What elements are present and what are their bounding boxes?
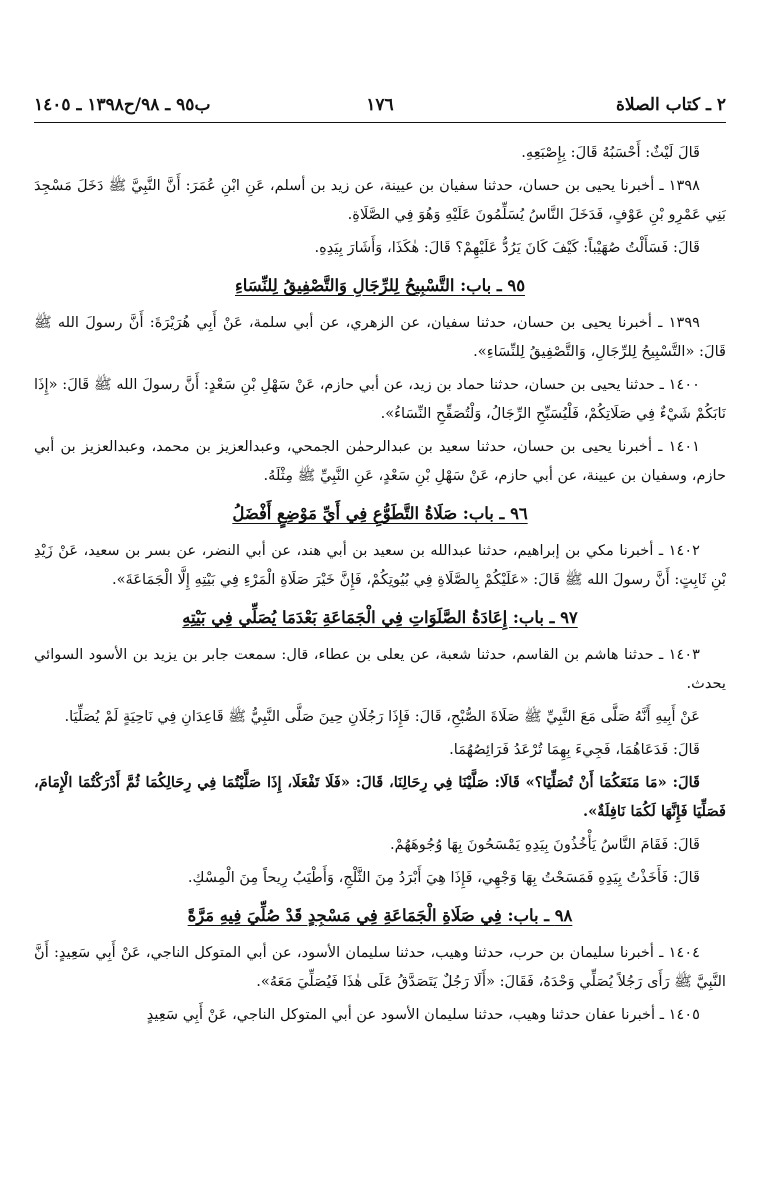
text-paragraph: قَالَ: فَأَخَذْتُ بِيَدِهِ فَمَسَحْتُ بِهَا وَجْهِي، فَإِذَا هِيَ أَبْرَدُ مِنَ الثَّلْجِ، وَأَطْيَبُ رِيحاً مِنَ الْمِسْكِ.	[187, 869, 700, 886]
hadith-1405: ١٤٠٥ ـ أخبرنا عفان حدثنا وهيب، حدثنا سليمان الأسود عن أبي المتوكل الناجي، عَنْ أَبِي سَعِيدٍ	[146, 1006, 700, 1023]
header-reference: ب٩٥ ـ ٩٨/ح١٣٩٨ ـ ١٤٠٥	[34, 95, 211, 115]
chapter-title: ٩٥ ـ باب: التَّسْبِيحُ لِلرِّجَالِ وَالتَّصْفِيقُ لِلنِّسَاءِ	[235, 276, 525, 295]
hadith-1403: ١٤٠٣ ـ حدثنا هاشم بن القاسم، حدثنا شعبة، عن يعلى بن عطاء، قال: سمعت جابر بن يزيد بن الأسود السوائي يحدث.	[34, 646, 726, 692]
chapter-heading-95	[34, 268, 726, 304]
header-chapter-title: ٢ ـ كتاب الصلاة	[616, 95, 726, 115]
chapter-heading-97	[34, 600, 726, 636]
page-number: ١٧٦	[366, 95, 394, 115]
chapter-title: ٩٧ ـ باب: إِعَادَةُ الصَّلَوَاتِ فِي الْجَمَاعَةِ بَعْدَمَا يُصَلِّي فِي بَيْتِهِ	[182, 608, 578, 627]
text-paragraph: قَالَ: فَقَامَ النَّاسُ يَأْخُذُونَ بِيَدِهِ يَمْسَحُونَ بِهَا وُجُوهَهُمْ.	[390, 836, 700, 853]
chapter-heading-96	[34, 496, 726, 532]
hadith-1399: ١٣٩٩ ـ أخبرنا يحيى بن حسان، حدثنا سفيان، عن الزهري، عن أبي سلمة، عَنْ أَبِي هُرَيْرَةَ: أَنَّ رسولَ الله ﷺ قَالَ: «التَّسْبِيحُ لِلرِّجَالِ، وَالتَّصْفِيقُ لِلنِّسَاءِ».	[34, 314, 726, 360]
running-header	[34, 88, 726, 123]
text-paragraph: قَالَ: «مَا مَنَعَكُمَا أَنْ تُصَلِّيَا؟» قَالَا: صَلَّيْنَا فِي رِحَالِنَا، قَالَ: «فَلَا تَفْعَلَا، إِذَا صَلَّيْتُمَا فِي رِحَالِكُمَا ثُمَّ أَدْرَكْتُمَا الْإِمَامَ، فَصَلِّيَا فَإِنَّهَا لَكُمَا نَافِلَةٌ».	[34, 774, 726, 820]
chapter-title: ٩٨ ـ باب: فِي صَلَاةِ الْجَمَاعَةِ فِي مَسْجِدٍ قَدْ صُلِّيَ فِيهِ مَرَّةً	[187, 906, 573, 925]
hadith-1404: ١٤٠٤ ـ أخبرنا سليمان بن حرب، حدثنا وهيب، حدثنا سليمان الأسود، عن أبي المتوكل الناجي، عَنْ أَبِي سَعِيدٍ: أَنَّ النَّبِيَّ ﷺ رَأَى رَجُلاً يُصَلِّي وَحْدَهُ، فَقَالَ: «أَلَا رَجُلٌ يَتَصَدَّقُ عَلَى هٰذَا فَيُصَلِّيَ مَعَهُ».	[34, 944, 726, 990]
hadith-1398: ١٣٩٨ ـ أخبرنا يحيى بن حسان، حدثنا سفيان بن عيينة، عن زيد بن أسلم، عَنِ ابْنِ عُمَرَ: أَنَّ النَّبِيَّ ﷺ دَخَلَ مَسْجِدَ بَنِي عَمْرِو بْنِ عَوْفٍ، فَدَخَلَ النَّاسُ يُسَلِّمُونَ عَلَيْهِ وَهُوَ فِي الصَّلَاةِ.	[34, 177, 726, 223]
hadith-1402: ١٤٠٢ ـ أخبرنا مكي بن إبراهيم، حدثنا عبدالله بن سعيد بن أبي هند، عن أبي النضر، عن بسر بن سعيد، عَنْ زَيْدِ بْنِ ثَابِتٍ: أَنَّ رسولَ الله ﷺ قَالَ: «عَلَيْكُمْ بِالصَّلَاةِ فِي بُيُوتِكُمْ، فَإِنَّ خَيْرَ صَلَاةِ الْمَرْءِ فِي بَيْتِهِ إِلَّا الْجَمَاعَةَ».	[34, 542, 726, 588]
text-paragraph: قَالَ: فَدَعَاهُمَا، فَجِيءَ بِهِمَا تُرْعَدُ فَرَائِصُهُمَا.	[449, 741, 700, 758]
text-paragraph: عَنْ أَبِيهِ أَنَّهُ صَلَّى مَعَ النَّبِيِّ ﷺ صَلَاةَ الصُّبْحِ، قَالَ: فَإِذَا رَجُلَانِ حِينَ صَلَّى النَّبِيُّ ﷺ قَاعِدَانِ فِي نَاحِيَةٍ لَمْ يُصَلِّيَا.	[64, 708, 700, 725]
chapter-heading-98	[34, 898, 726, 934]
text-paragraph: قَالَ لَيْثٌ: أَحْسَبُهُ قَالَ: بِإِصْبَعِهِ.	[521, 144, 700, 161]
chapter-title: ٩٦ ـ باب: صَلَاةُ التَّطَوُّعِ فِي أَيِّ مَوْضِعٍ أَفْضَلُ	[232, 504, 528, 523]
hadith-1400: ١٤٠٠ ـ حدثنا يحيى بن حسان، حدثنا حماد بن زيد، عن أبي حازم، عَنْ سَهْلِ بْنِ سَعْدٍ: أَنَّ رسولَ الله ﷺ قَالَ: «إِذَا نَابَكُمْ شَيْءٌ فِي صَلَاتِكُمْ، فَلْيُسَبِّحِ الرِّجَالُ، وَلْتُصَفِّحِ النِّسَاءُ».	[34, 376, 726, 422]
text-paragraph: قَالَ: فَسَأَلْتُ صُهَيْباً: كَيْفَ كَانَ يَرُدُّ عَلَيْهِمْ؟ قَالَ: هٰكَذَا، وَأَشَارَ بِيَدِهِ.	[314, 239, 700, 256]
page-body	[34, 138, 726, 1033]
hadith-1401: ١٤٠١ ـ أخبرنا يحيى بن حسان، حدثنا سعيد بن عبدالرحمٰن الجمحي، وعبدالعزيز بن محمد، وعبدالعزيز بن أبي حازم، وسفيان بن عيينة، عن أبي حازم، عَنْ سَهْلِ بْنِ سَعْدٍ، عَنِ النَّبِيِّ ﷺ مِثْلَهُ.	[34, 438, 726, 484]
